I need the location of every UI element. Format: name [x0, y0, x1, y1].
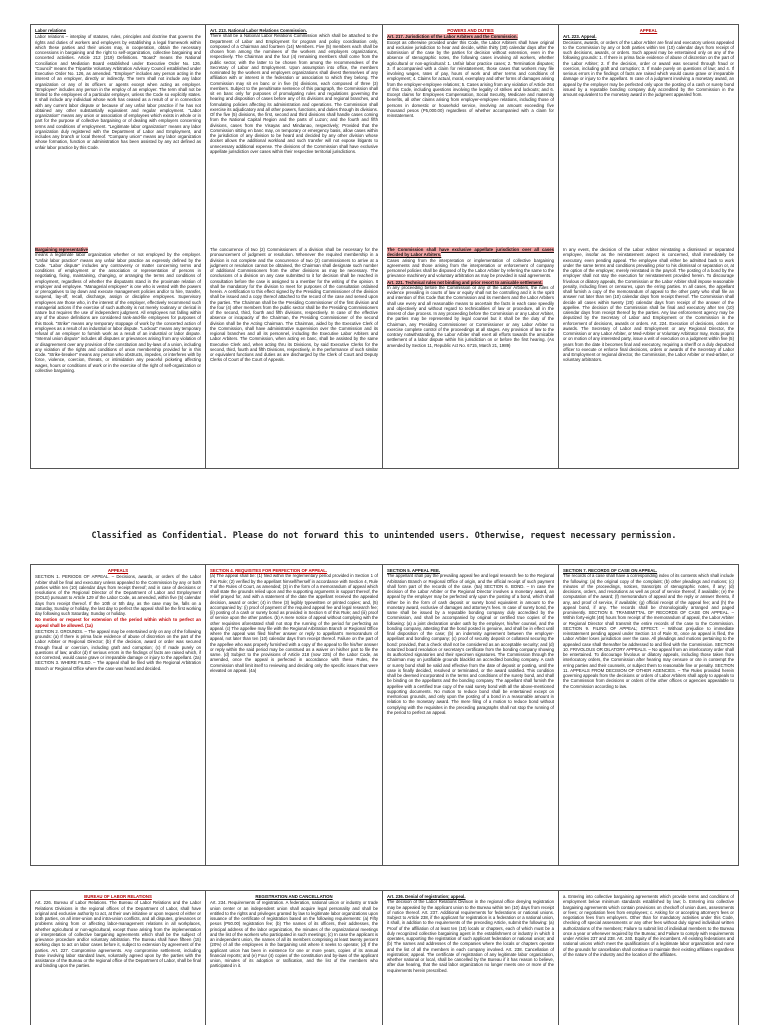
section-heading: BUREAU OF LABOR RELATIONS [84, 894, 152, 899]
cell-grounds-cancellation [559, 891, 738, 1025]
cell-heading: Labor relations [35, 28, 67, 33]
article-title: Art. 213. National Labor Relations Commission. [210, 28, 307, 33]
cell-body: The decision of the Labor Relations Division in the regional office denying registration may be appealed by the applicant union to the Bureau within ten (10) days from receipt of notice thereof. Art. 237. Additional requirements for federations or national unions. Subject to Article 238, if the applicant for registration is a federation or a national union, it shall, in addition to the requirements of the preceding Article, submit the following: (a) Proof of the affiliation of at least ten (10) locals or chapters, each of which must be a duly recognized collective bargaining agent in the establishment or industry in which it operates, supporting the registration of such applicant federation or national union; and (b) The names and addresses of the companies where the locals or chapters operate and the list of all the members in each company involved. Art. 238. Cancellation of registration; appeal. The certificate of registration of any legitimate labor organization, whether national or local, shall be cancelled by the Bureau if it has reason to believe, after due hearing, that the said labor organization no longer meets one or more of the requirements herein prescribed. [387, 899, 554, 973]
section-heading: REGISTRATION AND CANCELLATION [255, 894, 333, 899]
cell-denial-registration [383, 891, 559, 1025]
cell-labor-relations-definitions [31, 25, 206, 245]
reviewer-table-row-2 [30, 244, 739, 469]
section-heading: POWERS AND DUTIES [447, 28, 494, 33]
confidentiality-banner: Classified as Confidential. Please do not forward this to unintended users. Otherwise, request necessary permission. [91, 530, 677, 540]
cell-appeal [559, 25, 738, 245]
cell-nlrc-continued [206, 244, 383, 468]
cell-body: Art. 226. Bureau of Labor Relations. The Bureau of Labor Relations and the Labor Relations Divisions in the regional offices of the Department of Labor, shall have original and exclusive authority to act, at their own initiative or upon request of either or both parties, on all inter-union and intra-union conflicts, and all disputes, grievances or problems arising from or affecting labor-management relations in all workplaces, whether agricultural or non-agricultural, except those arising from the implementation or interpretation of collective bargaining agreements which shall be the subject of grievance procedure and/or voluntary arbitration. The Bureau shall have fifteen (15) working days to act on labor cases before it, subject to extension by agreement of the parties. Art. 227. Compromise agreements. Any compromise settlement, including those involving labor standard laws, voluntarily agreed upon by the parties with the assistance of the Bureau or the regional office of the Department of Labor, shall be final and binding upon the parties. [35, 900, 201, 969]
cell-body: Art. 234. Requirements of registration. A federation, national union or industry or trade union center or an independent union shall acquire legal personality and shall be entitled to the rights and privileges granted by law to legitimate labor organizations upon issuance of the certificate of registration based on the following requirements: (a) Fifty pesos (P50.00) registration fee; (b) The names of its officers, their addresses, the principal address of the labor organization, the minutes of the organizational meetings and the list of the workers who participated in such meetings; (c) In case the applicant is an independent union, the names of all its members comprising at least twenty percent (20%) of all the employees in the bargaining unit where it seeks to operate; (d) If the applicant union has been in existence for one or more years, copies of its annual financial reports; and (e) Four (4) copies of the constitution and by-laws of the applicant union, minutes of its adoption or ratification, and the list of the members who participated in it. [210, 900, 378, 969]
cell-powers-duties [383, 25, 559, 245]
cell-body: Except as otherwise provided under this Code, the Labor Arbiters shall have original and exclusive jurisdiction to hear and decide, within thirty (30) calendar days after the submission of the case by the parties for decision without extension, even in the absence of stenographic notes, the following cases involving all workers, whether agricultural or non-agricultural: 1. Unfair labor practice cases; 2. Termination disputes; 3. If accompanied with a claim for reinstatement, those cases that workers may file involving wages, rates of pay, hours of work and other terms and conditions of employment; 4. Claims for actual, moral, exemplary and other forms of damages arising from the employer-employee relations; 5. Cases arising from any violation of Article 264 of this Code, including questions involving the legality of strikes and lockouts; and 6. Except claims for Employees Compensation, Social Security, Medicare and maternity benefits, all other claims arising from employer-employee relations, including those of persons in domestic or household service, involving an amount exceeding five thousand pesos (P5,000.00) regardless of whether accompanied with a claim for reinstatement. [387, 39, 554, 118]
article-title: SECTION 5. APPEAL FEE. [387, 568, 441, 573]
cell-body: In any event, the decision of the Labor Arbiter reinstating a dismissed or separated employee, insofar as the reinstatement aspect is concerned, shall immediately be executory, even pending appeal. The employee shall either be admitted back to work under the same terms and conditions prevailing prior to his dismissal or separation or, at the option of the employer, merely reinstated in the payroll. The posting of a bond by the employer shall not stay the execution for reinstatement provided herein. To discourage frivolous or dilatory appeals, the Commission or the Labor Arbiter shall impose reasonable penalty, including fines or censures, upon the erring parties. In all cases, the appellant shall furnish a copy of the memorandum of appeal to the other party who shall file an answer not later than ten (10) calendar days from receipt thereof. The Commission shall decide all cases within twenty (20) calendar days from receipt of the answer of the appellee. The decision of the Commission shall be final and executory after ten (10) calendar days from receipt thereof by the parties. Any law enforcement agency may be deputized by the Secretary of Labor and Employment or the Commission in the enforcement of decisions, awards or orders. Art. 224. Execution of decisions, orders or awards. The Secretary of Labor and Employment or any Regional Director, the Commission or any Labor Arbiter, or Med-Arbiter or Voluntary Arbitrator may, motu proprio or on motion of any interested party, issue a writ of execution on a judgment within five (5) years from the date it becomes final and executory, requiring a sheriff or a duly deputized officer to execute or enforce final decisions, orders or awards of the Secretary of Labor and Employment or regional director, the Commission, the Labor Arbiter or med-arbiter, or voluntary arbitrators. [563, 247, 735, 363]
cell-body: (a) The appeal shall be: (1) filed within the reglementary period provided in Section 1 of this Rule; (2) verified by the appellant himself/herself in accordance with Section 4, Rule 7 of the Rules of Court, as amended; (3) in the form of a memorandum of appeal which shall state the grounds relied upon and the supporting arguments in support thereof, the relief prayed for, and with a statement of the date the appellant received the appealed decision, award or order; (4) in three (3) legibly typewritten or printed copies; and, (5) accompanied by: (i) proof of payment of the required appeal fee and legal research fee; (ii) posting of a cash or surety bond as provided in Section 6 of this Rule; and (iii) proof of service upon the other parties. (b) A mere notice of appeal without complying with the other requisites aforestated shall not stop the running of the period for perfecting an appeal. (c) The appellee may file with the Regional Arbitration Branch or Regional Office where the appeal was filed his/her answer or reply to appellant's memorandum of appeal, not later than ten (10) calendar days from receipt thereof. Failure on the part of the appellee who was properly furnished with a copy of the appeal to file his/her answer or reply within the said period may be construed as a waiver on his/her part to file the same. (d) Subject to the provisions of Article 218 (now 225) of the Labor Code, as amended, once the appeal is perfected in accordance with these Rules, the Commission shall limit itself to reviewing and deciding only the specific issues that were elevated on appeal. (4a) [210, 573, 378, 673]
cell-registration-cancellation [206, 891, 383, 1025]
reviewer-table-row-3 [30, 564, 739, 866]
cell-body: Labor relations – interplay of statutes, rules, principles and doctrine that governs the rights and duties of workers and employers by establishing a legal framework within which these parties and their unions may, in cooperation, obtain the necessary concessions in bargaining and the right to self-organization, collective bargaining and concerted activities. Article 212 (219) Definitions. "Board" means the National Conciliation and Mediation Board established under Executive Order No. 126. "Council" means the Tripartite Voluntary Arbitration Advisory Council established under Executive Order No. 126, as amended. "Employer" includes any person acting in the interest of an employer, directly or indirectly. The term shall not include any labor organization or any of its officers or agents except when acting as employer. "Employee" includes any person in the employ of an employer. The term shall not be limited to the employees of a particular employer, unless the Code so explicitly states. It shall include any individual whose work has ceased as a result of or in connection with any current labor dispute or because of any unfair labor practice if he has not obtained any other substantially equivalent and regular employment. "Labor organization" means any union or association of employees which exists in whole or in part for the purpose of collective bargaining or of dealing with employers concerning terms and conditions of employment. "Legitimate labor organization" means any labor organization duly registered with the Department of Labor and Employment, and includes any branch or local thereof. "Company union" means any labor organization whose formation, function or administration has been assisted by any act defined as unfair labor practice by this Code. [35, 34, 201, 150]
reviewer-table-row-4 [30, 890, 739, 1025]
cell-requisites-appeal [206, 565, 383, 865]
cell-warning: No motion or request for extension of the period within which to perfect an appeal shall be allowed. (1a) [35, 617, 201, 628]
article-title: Art. 221. Technical rules not binding and prior resort to amicable settlement. [387, 279, 543, 285]
reviewer-table-row-1 [30, 24, 739, 246]
cell-body: Decisions, awards, or orders of the Labor Arbiter are final and executory unless appealed to the Commission by any or both parties within ten (10) calendar days from receipt of such decisions, awards, or orders. Such appeal may be entertained only on any of the following grounds: 1. If there is prima facie evidence of abuse of discretion on the part of the Labor Arbiter; 2. If the decision, order or award was secured through fraud or coercion, including graft and corruption; 3. If made purely on questions of law; and 4. If serious errors in the findings of facts are raised which would cause grave or irreparable damage or injury to the appellant. In case of a judgment involving a monetary award, an appeal by the employer may be perfected only upon the posting of a cash or surety bond issued by a reputable bonding company duly accredited by the Commission in the amount equivalent to the monetary award in the judgment appealed from. [563, 39, 734, 97]
article-title: Art. 217. Jurisdiction of the Labor Arbiters and the Commission. [387, 34, 518, 40]
cell-nlrc [206, 25, 383, 245]
article-title: Art. 223. Appeal. [563, 34, 597, 40]
cell-body: There shall be a National Labor Relations Commission which shall be attached to the Department of Labor and Employment for program and policy coordination only, composed of a Chairman and fourteen (14) Members. Five (5) members each shall be chosen from among the nominees of the workers and employers organizations, respectively. The Chairman and the four (4) remaining members shall come from the public sector, with the latter to be chosen from among the recommendees of the Secretary of Labor and Employment. Upon assumption into office, the members nominated by the workers and employers organizations shall divest themselves of any affiliation with or interest in the federation or association to which they belong. The Commission may sit en banc or in five (5) divisions, each composed of three (3) members. Subject to the penultimate sentence of this paragraph, the Commission shall sit en banc only for purposes of promulgating rules and regulations governing the hearing and disposition of cases before any of its divisions and regional branches, and formulating policies affecting its administration and operations. The Commission shall exercise its adjudicatory and all other powers, functions, and duties through its divisions. Of the five (5) divisions, the first, second and third divisions shall handle cases coming from the National Capital Region and the parts of Luzon; and the fourth and fifth divisions, cases from the Visayas and Mindanao, respectively; Provided that the Commission sitting en banc may, on temporary or emergency basis, allow cases within the jurisdiction of any division to be heard and decided by any other division whose docket allows the additional workload and such transfer will not expose litigants to unnecessary additional expense. The divisions of the Commission shall have exclusive appellate jurisdiction over cases within their respective territorial jurisdictions. [210, 33, 378, 154]
cell-body: The records of a case shall have a corresponding index of its contents which shall include the following: (a) the original copy of the complaint; (b) other pleadings and motions; (c) minutes of the proceedings, notices, transcripts of stenographic notes, if any; (d) decisions, orders, and resolutions as well as proof of service thereof, if available; (e) the computation of the award; (f) memorandum of appeal and the reply or answer thereto, if any, and proof of service, if available; (g) official receipt of the appeal fee; and (h) the appeal bond, if any. The records shall be chronologically arranged and paged prominently. SECTION 8. TRANSMITTAL OF RECORDS OF CASE ON APPEAL. – Within forty-eight (48) hours from receipt of the memorandum of appeal, the Labor Arbiter or Regional Director shall transmit the entire records of the case to the Commission. SECTION 9. FILING OF APPEAL; EFFECT. – Without prejudice to immediate reinstatement pending appeal under Section 14 of Rule XI, once an appeal is filed, the Labor Arbiter loses jurisdiction over the case. All pleadings and motions pertaining to the appealed case shall thereafter be addressed to and filed with the Commission. SECTION 10. FRIVOLOUS OR DILATORY APPEALS. – No appeal from an interlocutory order shall be entertained. To discourage frivolous or dilatory appeals, including those taken from interlocutory orders, the Commission after hearing may censure or cite in contempt the erring parties and their counsels, or subject them to reasonable fine or penalty. SECTION 11. APPEALS FROM DECISION OF OTHER AGENCIES. – The Rules provided herein governing appeals from the decisions or orders of Labor Arbiters shall apply to appeals to the Commission from decisions or orders of the other offices or agencies appealable to the Commission according to law. [563, 573, 734, 689]
cell-body: Cases arising from the interpretation or implementation of collective bargaining agreements and those arising from the interpretation or enforcement of company personnel policies shall be disposed of by the Labor Arbiter by referring the same to the grievance machinery and voluntary arbitration as may be provided in said agreements. [387, 257, 554, 279]
article-title: Art. 236. Denial of registration; appeal. [387, 894, 466, 899]
section-heading: APPEAL [639, 28, 658, 33]
cell-body: SECTION 2. GROUNDS. – The appeal may be entertained only on any of the following grounds: (a) If there is prima facie evidence of abuse of discretion on the part of the Labor Arbiter or Regional Director; (b) If the decision, award or order was secured through fraud or coercion, including graft and corruption; (c) If made purely on questions of law; and/or (d) If serious errors in the findings of facts are raised which, if not corrected, would cause grave or irreparable damage or injury to the appellant. (2a) SECTION 3. WHERE FILED. – The appeal shall be filed with the Regional Arbitration Branch or Regional Office where the case was heard and decided. [35, 628, 201, 671]
cell-body: a. Entering into collective bargaining agreements which provide terms and conditions of employment below minimum standards established by law; b. Entering into collective bargaining agreements which contain provisions on checkoff of union dues, assessments or fees; or negotiation fees from employees; c. Asking for or accepting attorney's fees or negotiation fees from employers. Other than for mandatory activities under this Code, checking off special assessments or any other fees without duly signed individual written authorizations of the members; Failure to submit list of individual members to the Bureau once a year or whenever required by the Bureau; and Failure to comply with requirements under Articles 237 and 238. Art. 240. Equity of the incumbent. All existing federations and national unions which meet the qualifications of a legitimate labor organization and none of the grounds for cancellation shall continue to maintain their existing affiliates regardless of the nature of the industry and the location of the affiliates. [563, 894, 734, 957]
cell-body: In any proceeding before the Commission or any of the Labor Arbiters, the rules of evidence prevailing in courts of law or equity shall not be controlling and it is the spirit and intention of this Code that the Commission and its members and the Labor Arbiters shall use every and all reasonable means to ascertain the facts in each case speedily and objectively and without regard to technicalities of law or procedure, all in the interest of due process. In any proceeding before the Commission or any Labor Arbiter, the parties may be represented by legal counsel but it shall be the duty of the Chairman, any Presiding Commissioner or Commissioner or any Labor Arbiter to exercise complete control of the proceedings at all stages. Any provision of law to the contrary notwithstanding, the Labor Arbiter shall exert all efforts towards the amicable settlement of a labor dispute within his jurisdiction on or before the first hearing. (As amended by Section 11, Republic Act No. 6715, March 21, 1989) [387, 284, 554, 348]
cell-body: means a legitimate labor organization whether or not employed by the employer. "Unfair labor practice" means any unfair labor practice as expressly defined by the Code. "Labor dispute" includes any controversy or matter concerning terms and conditions of employment or the association or representation of persons in negotiating, fixing, maintaining, changing, or arranging the terms and conditions of employment, regardless of whether the disputants stand in the proximate relation of employer and employee. "Managerial employee" is one who is vested with the powers or prerogatives to lay down and execute management policies and/or to hire, transfer, suspend, lay-off, recall, discharge, assign or discipline employees. Supervisory employees are those who, in the interest of the employer, effectively recommend such managerial actions if the exercise of such authority is not merely routinary or clerical in nature but requires the use of independent judgment. All employees not falling within any of the above definitions are considered rank-and-file employees for purposes of this Book. "Strike" means any temporary stoppage of work by the concerted action of employees as a result of an industrial or labor dispute. "Lockout" means any temporary refusal of an employer to furnish work as a result of an industrial or labor dispute. "Internal union dispute" includes all disputes or grievances arising from any violation of or disagreement over any provision of the constitution and by-laws of a union, including any violation of the rights and conditions of union membership provided for in this Code. "Strike-breaker" means any person who obstructs, impedes, or interferes with by force, violence, coercion, threats, or intimidation any peaceful picketing affecting wages, hours or conditions of work or in the exercise of the right of self-organization or collective bargaining. [35, 252, 201, 373]
cell-definitions-continued [31, 244, 206, 468]
section-heading: APPEALS [107, 568, 129, 573]
cell-appeals-periods [31, 565, 206, 865]
cell-appeal-continued [559, 244, 738, 468]
cell-bureau-labor-relations [31, 891, 206, 1025]
cell-body: The appellant shall pay the prevailing appeal fee and legal research fee to the Regional Arbitration Branch or Regional Office of origin, and the official receipt of such payment shall form part of the records of the case. (5a) SECTION 6. BOND. – In case the decision of the Labor Arbiter or the Regional Director involves a monetary award, an appeal by the employer may be perfected only upon the posting of a bond, which shall either be in the form of cash deposit or surety bond equivalent in amount to the monetary award, exclusive of damages and attorney's fees. In case of surety bond, the same shall be issued by a reputable bonding company duly accredited by the Commission, and shall be accompanied by original or certified true copies of the following: (a) a joint declaration under oath by the employer, his/her counsel, and the bonding company, attesting that the bond posted is genuine, and shall be in effect until final disposition of the case; (b) an indemnity agreement between the employer-appellant and bonding company; (c) proof of security deposit or collateral securing the bond: provided, that a check shall not be considered as an acceptable security; and (d) notarized board resolution or secretary's certificate from the bonding company showing its authorized signatories and their specimen signatures. The Commission through the Chairman may on justifiable grounds blacklist an accredited bonding company. A cash or surety bond shall be valid and effective from the date of deposit or posting, until the case is finally decided, resolved or terminated, or the award satisfied. This condition shall be deemed incorporated in the terms and conditions of the surety bond, and shall be binding on the appellants and the bonding company. The appellant shall furnish the appellee with a certified true copy of the said surety bond with all the above-mentioned supporting documents. No motion to reduce bond shall be entertained except on meritorious grounds, and only upon the posting of a bond in a reasonable amount in relation to the monetary award. The mere filing of a motion to reduce bond without complying with the requisites in the preceding paragraphs shall not stop the running of the period to perfect an appeal. [387, 573, 554, 715]
article-title: SECTION 4. REQUISITES FOR PERFECTION OF APPEAL. [210, 568, 328, 573]
term-lead: Bargaining representative [35, 247, 89, 252]
cell-appellate-jurisdiction [383, 244, 559, 468]
cell-appeal-fee-bond [383, 565, 559, 865]
article-title: SECTION 7. RECORDS OF CASE ON APPEAL. [563, 568, 658, 573]
article-title: The Commission shall have exclusive appellate jurisdiction over all cases decided by Labor Arbiters. [387, 247, 554, 258]
cell-body: SECTION 1. PERIODS OF APPEAL. – Decisions, awards, or orders of the Labor Arbiter shall be final and executory unless appealed to the Commission by any or both parties within ten (10) calendar days from receipt thereof; and in case of decisions or resolutions of the Regional Director of the Department of Labor and Employment (DOLE) pursuant to Article 129 of the Labor Code, as amended, within five (5) calendar days from receipt thereof. If the 10th or 5th day, as the case may be, falls on a Saturday, Sunday or holiday, the last day to perfect the appeal shall be the first working day following such Saturday, Sunday or holiday. [35, 574, 201, 616]
cell-records-on-appeal [559, 565, 738, 865]
cell-body: The concurrence of two (2) Commissioners of a division shall be necessary for the pronouncement of judgment or resolution. Whenever the required membership in a division is not complete and the concurrence of two (2) commissioners to arrive at a judgment or resolution cannot be obtained, the Chairman shall designate such number of additional Commissioners from the other divisions as may be necessary. The conclusions of a division on any case submitted to it for decision shall be reached in consultation before the case is assigned to a member for the writing of the opinion. It shall be mandatory for the division to meet for purposes of the consultation ordained herein. A certification to this effect signed by the Presiding Commissioner of the division shall be issued and a copy thereof attached to the record of the case and served upon the parties. The Chairman shall be the Presiding Commissioner of the first division and the four (4) other members from the public sector shall be the Presiding Commissioners of the second, third, fourth and fifth divisions, respectively. In case of the effective absence or incapacity of the Chairman, the Presiding Commissioner of the second division shall be the Acting Chairman. The Chairman, aided by the Executive Clerk of the Commission, shall have administrative supervision over the Commission and its regional branches and all its personnel, including the Executive Labor Arbiters and Labor Arbiters. The Commission, when acting en banc, shall be assisted by the same Executive Clerk and, when acting thru its Divisions, by said Executive Clerks for the second, third, fourth and fifth Divisions, respectively, in the performance of such similar or equivalent functions and duties as are discharged by the Clerk of Court and Deputy Clerks of Court of the Court of Appeals. [210, 247, 378, 363]
